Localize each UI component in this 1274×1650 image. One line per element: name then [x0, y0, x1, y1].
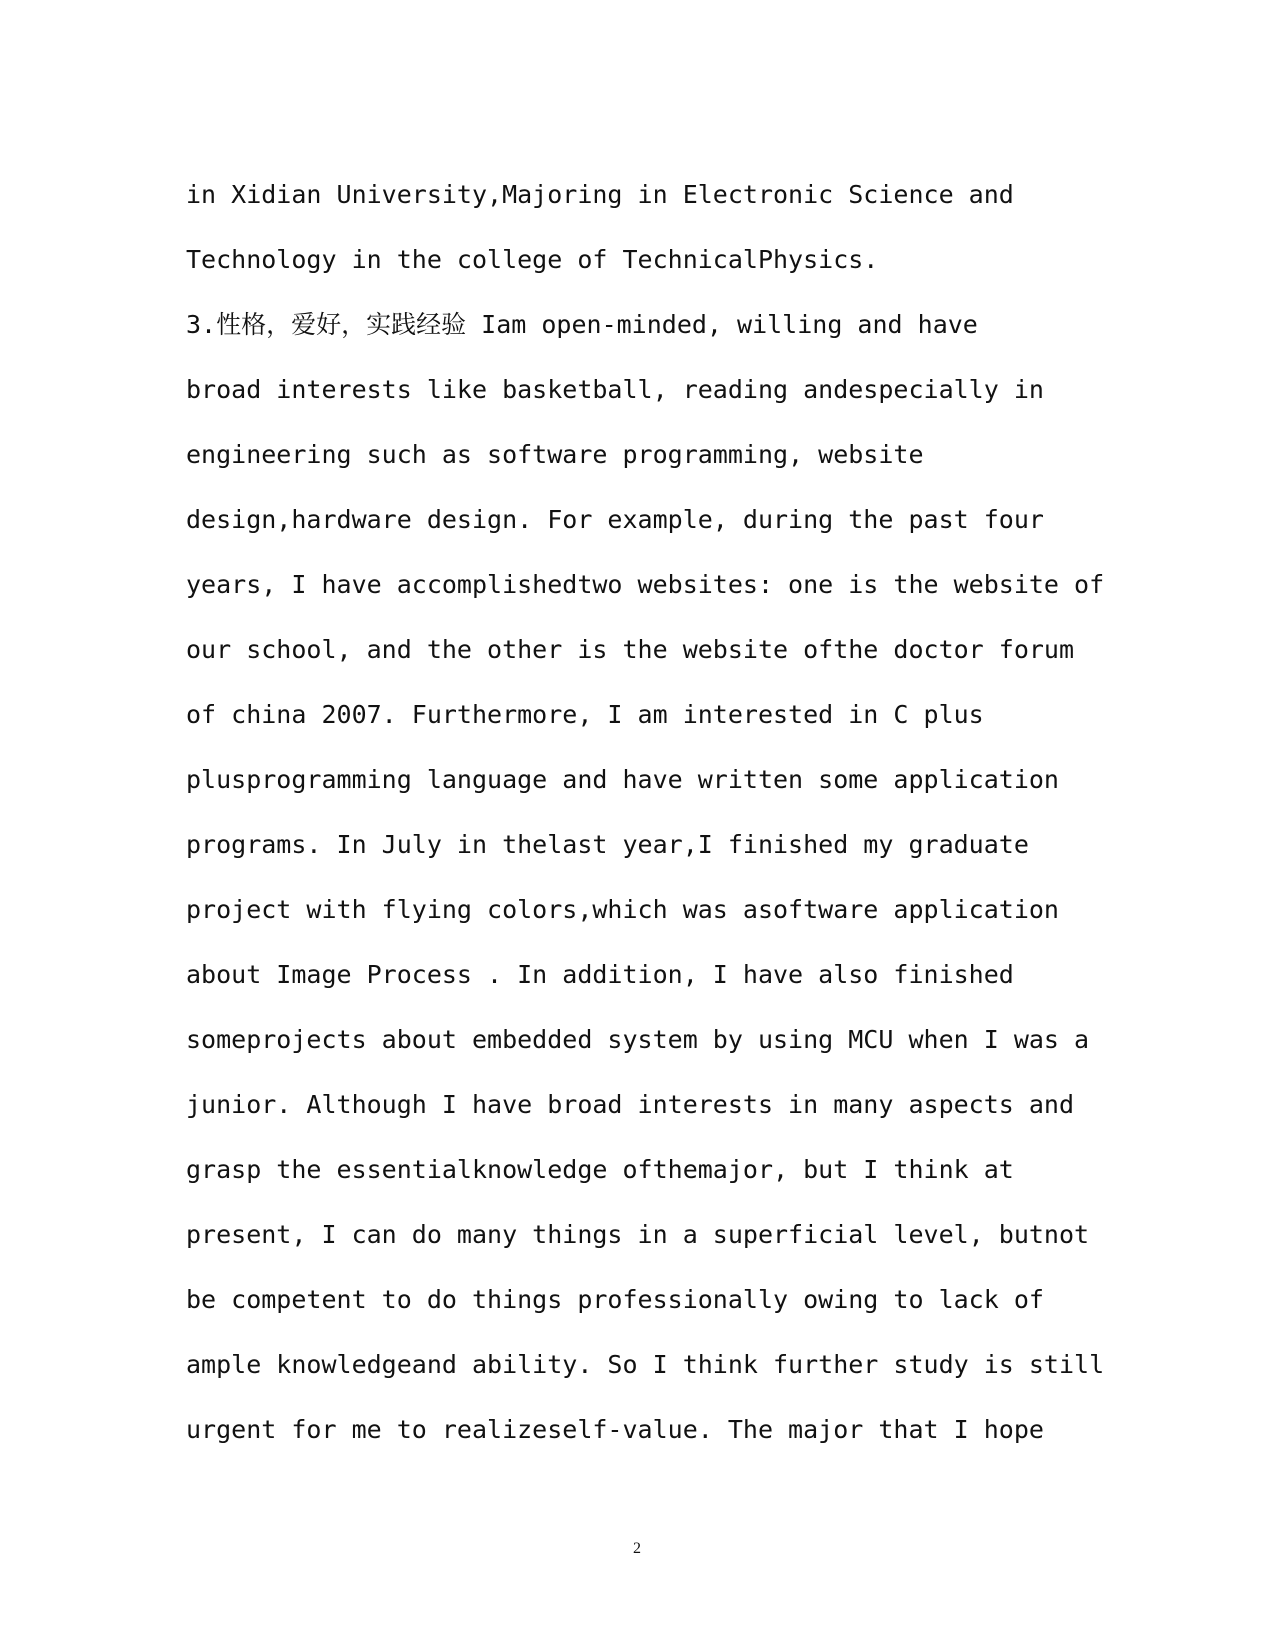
text-line: of china 2007. Furthermore, I am interested in C plus — [186, 700, 984, 729]
text-line: 3.性格，爱好，实践经验 Iam open-minded, willing and have — [186, 310, 978, 339]
text-line: about Image Process . In addition, I have also finished — [186, 960, 1014, 989]
text-line: junior. Although I have broad interests in many aspects and — [186, 1090, 1075, 1119]
text-line: programs. In July in thelast year,I finished my graduate — [186, 830, 1029, 859]
text-line: ample knowledgeand ability. So I think further study is still — [186, 1350, 1105, 1379]
text-line: in Xidian University,Majoring in Electronic Science and — [186, 180, 1014, 209]
text-line: years, I have accomplishedtwo websites: one is the website of — [186, 570, 1105, 599]
body-text — [186, 162, 1105, 1462]
text-line: engineering such as software programming, website — [186, 440, 924, 469]
page-number: 2 — [633, 1540, 641, 1557]
text-line: someprojects about embedded system by using MCU when I was a — [186, 1025, 1090, 1054]
text-line: project with flying colors,which was asoftware application — [186, 895, 1059, 924]
text-line: present, I can do many things in a superficial level, butnot — [186, 1220, 1090, 1249]
text-line: plusprogramming language and have written some application — [186, 765, 1059, 794]
text-line: grasp the essentialknowledge ofthemajor, but I think at — [186, 1155, 1014, 1184]
text-line: broad interests like basketball, reading andespecially in — [186, 375, 1044, 404]
text-line: be competent to do things professionally owing to lack of — [186, 1285, 1044, 1314]
text-line: our school, and the other is the website ofthe doctor forum — [186, 635, 1075, 664]
text-line: Technology in the college of TechnicalPhysics. — [186, 245, 879, 274]
text-line: urgent for me to realizeself-value. The major that I hope — [186, 1415, 1044, 1444]
text-line: design,hardware design. For example, during the past four — [186, 505, 1044, 534]
